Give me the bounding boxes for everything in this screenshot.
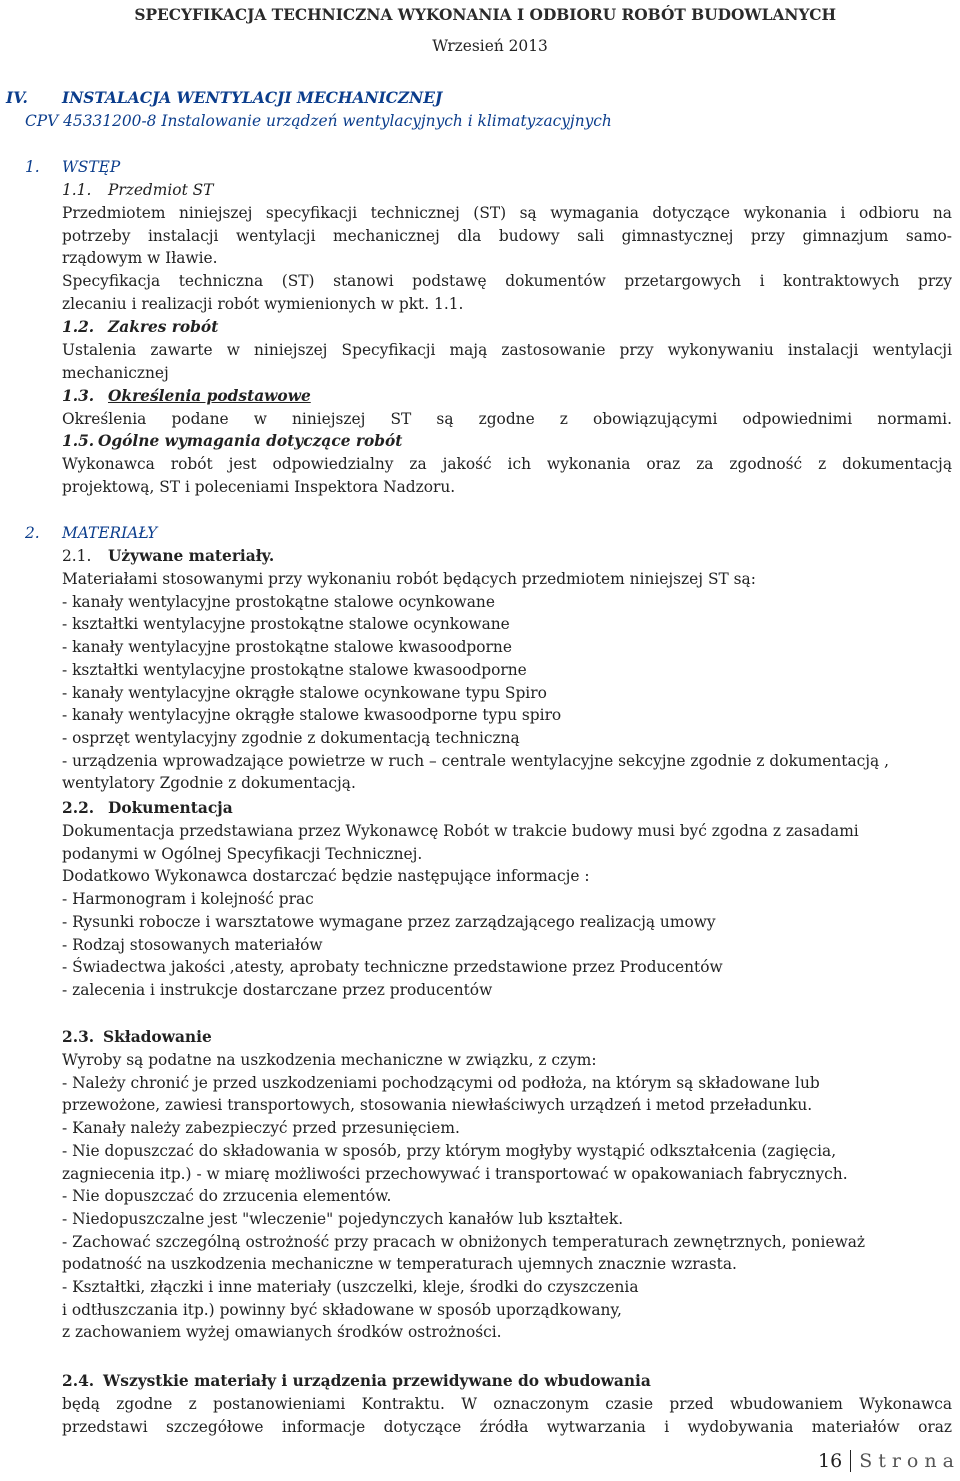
text-line: projektową, ST i poleceniami Inspektora Nadzoru.: [62, 477, 456, 496]
list-item: - Nie dopuszczać do zrzucenia elementów.: [62, 1187, 392, 1206]
section-number: IV.: [6, 89, 28, 107]
list-item: podanymi w Ogólnej Specyfikacji Technicznej.: [62, 844, 423, 863]
list-item: - Świadectwa jakości ,atesty, aprobaty techniczne przedstawione przez Producentów: [62, 958, 723, 977]
paragraph-przedmiot: [62, 202, 952, 316]
list-item: - osprzęt wentylacyjny zgodnie z dokumentacją techniczną: [62, 728, 520, 747]
subsection-title: Dokumentacja: [108, 799, 233, 817]
list-item: Dodatkowo Wykonawca dostarczać będzie następujące informacje :: [62, 867, 590, 886]
text-line: przedstawi szczegółowe informacje dotyczące źródła wytwarzania i wydobywania materiałów oraz: [62, 1417, 952, 1436]
list-item: wentylatory Zgodnie z dokumentacją.: [62, 774, 356, 793]
list-item: - kanały wentylacyjne prostokątne stalowe kwasoodporne: [62, 638, 512, 657]
list-item: - kształtki wentylacyjne prostokątne stalowe kwasoodporne: [62, 660, 527, 679]
subsection-number: 2.4.: [62, 1372, 95, 1390]
list-item: - Rysunki robocze i warsztatowe wymagane przez zarządzającego realizacją umowy: [62, 912, 716, 931]
subsection-number: 2.1.: [62, 547, 92, 565]
list-item: - Rodzaj stosowanych materiałów: [62, 935, 323, 954]
text-line: Przedmiotem niniejszej specyfikacji technicznej (ST) są wymagania dotyczące wykonania i odbioru na: [62, 204, 952, 222]
page-footer: [818, 1449, 960, 1473]
subsection-number: 1.3.: [62, 387, 95, 405]
subsection-title: Określenia podstawowe: [108, 387, 311, 405]
list-item: - kanały wentylacyjne prostokątne stalowe ocynkowane: [62, 592, 495, 611]
list-item: - zalecenia i instrukcje dostarczane przez producentów: [62, 980, 493, 999]
paragraph-wymagania: [62, 453, 952, 498]
text-line: Wykonawca robót jest odpowiedzialny za jakość ich wykonania oraz za zgodność z dokumentacją: [62, 455, 952, 473]
subsection-title: Wszystkie materiały i urządzenia przewidywane do wbudowania: [103, 1372, 651, 1390]
list-item: podatność na uszkodzenia mechaniczne w temperaturach ujemnych znacznie wzrasta.: [62, 1255, 737, 1274]
list-item: - kanały wentylacyjne okrągłe stalowe ocynkowane typu Spiro: [62, 683, 547, 702]
paragraph-wbudowanie: [62, 1393, 952, 1438]
list-item: Dokumentacja przedstawiana przez Wykonawcę Robót w trakcie budowy musi być zgodna z zasadami: [62, 822, 859, 840]
footer-divider: [850, 1450, 851, 1472]
list-item: - Niedopuszczalne jest "wleczenie" pojedynczych kanałów lub kształtek.: [62, 1209, 624, 1228]
text-line: Ustalenia zawarte w niniejszej Specyfikacji mają zastosowanie przy wykonywaniu instalacji wentylacji: [62, 341, 952, 359]
cpv-code: CPV 45331200-8 Instalowanie urządzeń wentylacyjnych i klimatyzacyjnych: [25, 112, 612, 130]
list-item: przewożone, zawiesi transportowych, stosowania niewłaściwych urządzeń i metod przeładunku.: [62, 1096, 813, 1115]
text-line: zlecaniu i realizacji robót wymienionych w pkt. 1.1.: [62, 294, 464, 313]
page-label: Strona: [859, 1450, 960, 1472]
text-line: potrzeby instalacji wentylacji mechanicznej dla budowy sali gimnastycznej przy gimnazjum samo-: [62, 226, 952, 245]
list-item: - Harmonogram i kolejność prac: [62, 890, 314, 909]
subsection-title: Składowanie: [103, 1028, 212, 1046]
paragraph-okreslenia: [62, 408, 952, 431]
documentation-list: [62, 820, 952, 1002]
list-item: zagniecenia itp.) - w miarę możliwości przechowywać i transportować w opakowaniach fabrycznych.: [62, 1164, 848, 1183]
materialy-heading: MATERIAŁY: [62, 524, 158, 542]
page-number: 16: [818, 1450, 843, 1472]
list-item: - Należy chronić je przed uszkodzeniami pochodzącymi od podłoża, na którym są składowane lub: [62, 1073, 820, 1092]
list-item: - kształtki wentylacyjne prostokątne stalowe ocynkowane: [62, 615, 510, 634]
list-item: Materiałami stosowanymi przy wykonaniu robót będących przedmiotem niniejszej ST są:: [62, 570, 756, 588]
subsection-number: 1.5.: [62, 432, 95, 450]
text-line: rządowym w Iławie.: [62, 249, 218, 268]
list-item: - Zachować szczególną ostrożność przy pracach w obniżonych temperaturach zewnętrznych, ponieważ: [62, 1232, 866, 1251]
list-item: - Kanały należy zabezpieczyć przed przesunięciem.: [62, 1119, 460, 1138]
subsection-number: 1.2.: [62, 318, 95, 336]
text-line: będą zgodne z postanowieniami Kontraktu. W oznaczonym czasie przed wbudowaniem Wykonawca: [62, 1395, 952, 1413]
subsection-title: Przedmiot ST: [108, 181, 214, 199]
text-line: Specyfikacja techniczna (ST) stanowi podstawę dokumentów przetargowych i kontraktowych przy: [62, 272, 952, 291]
subsection-title: Ogólne wymagania dotyczące robót: [98, 432, 403, 450]
storage-list: [62, 1049, 952, 1344]
materials-list: [62, 568, 952, 795]
list-item: z zachowaniem wyżej omawianych środków ostrożności.: [62, 1323, 502, 1342]
list-item: i odtłuszczania itp.) powinny być składowane w sposób uporządkowany,: [62, 1300, 622, 1319]
running-header-date: Wrzesień 2013: [432, 37, 548, 55]
list-item: Wyroby są podatne na uszkodzenia mechaniczne w związku, z czym:: [62, 1051, 597, 1069]
running-header-title: SPECYFIKACJA TECHNICZNA WYKONANIA I ODBIORU ROBÓT BUDOWLANYCH: [134, 6, 836, 24]
wstep-number: 1.: [25, 158, 40, 176]
list-item: - Nie dopuszczać do składowania w sposób, przy którym mogłyby wystąpić odkształcenia (zagięcia,: [62, 1141, 837, 1160]
section-title: INSTALACJA WENTYLACJI MECHANICZNEJ: [62, 89, 443, 107]
wstep-heading: WSTĘP: [62, 158, 121, 176]
list-item: - kanały wentylacyjne okrągłe stalowe kwasoodporne typu spiro: [62, 706, 562, 725]
text-line: Określenia podane w niniejszej ST są zgodne z obowiązującymi odpowiednimi normami.: [62, 410, 952, 428]
subsection-number: 2.3.: [62, 1028, 95, 1046]
list-item: - urządzenia wprowadzające powietrze w ruch – centrale wentylacyjne sekcyjne zgodnie z dokumentacją ,: [62, 751, 890, 770]
materialy-number: 2.: [25, 524, 40, 542]
paragraph-zakres: [62, 339, 952, 384]
text-line: mechanicznej: [62, 363, 169, 382]
subsection-number: 2.2.: [62, 799, 95, 817]
list-item: - Kształtki, złączki i inne materiały (uszczelki, kleje, środki do czyszczenia: [62, 1278, 639, 1297]
subsection-title: Używane materiały.: [108, 547, 275, 565]
subsection-title: Zakres robót: [108, 318, 219, 336]
subsection-number: 1.1.: [62, 181, 92, 199]
